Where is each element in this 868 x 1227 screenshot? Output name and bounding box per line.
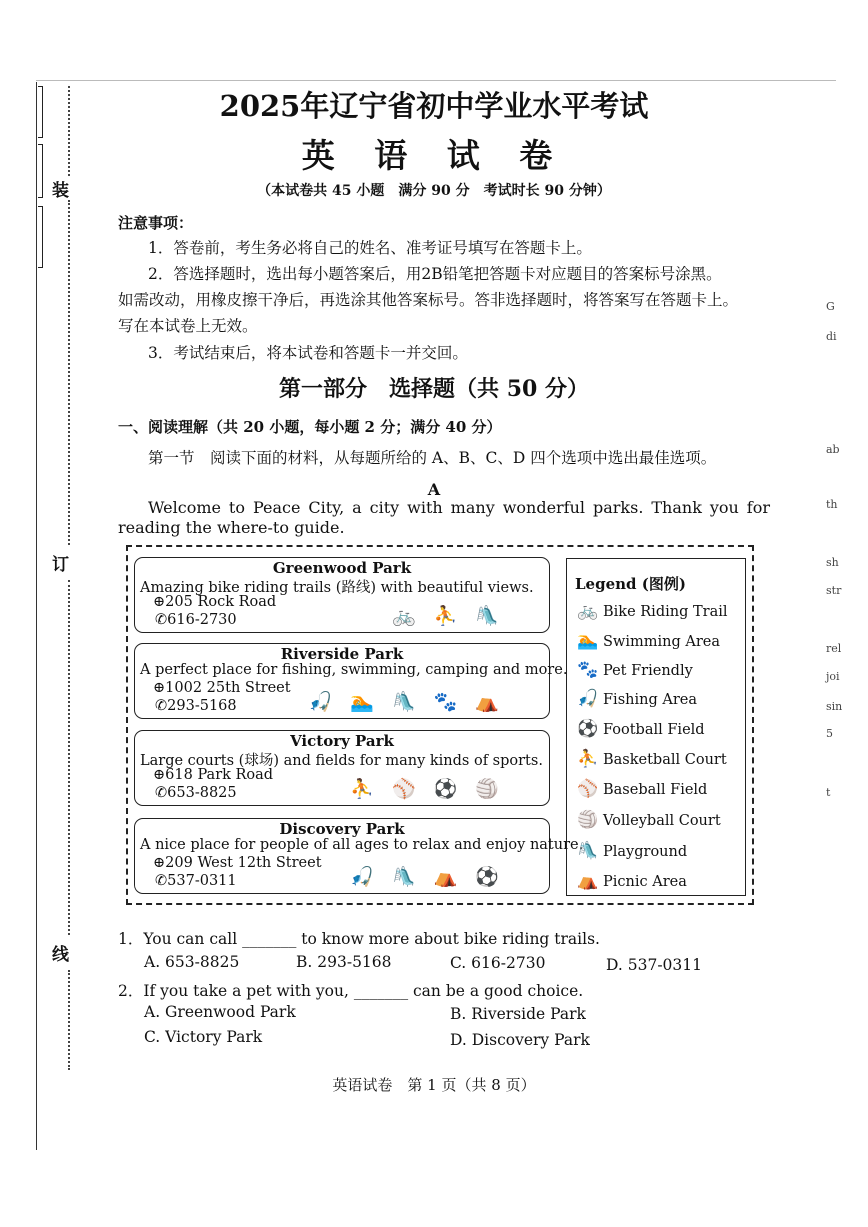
- binding-line: [36, 82, 37, 1150]
- park-desc: Amazing bike riding trails (路线) with beautiful views.: [140, 580, 534, 596]
- right-edge-text: th: [826, 498, 838, 511]
- section-instruction: 第一节 阅读下面的材料，从每题所给的 A、B、C、D 四个选项中选出最佳选项。: [148, 449, 717, 467]
- right-edge-text: G: [826, 300, 835, 313]
- park-phone: ✆537-0311: [155, 873, 237, 889]
- park-facility-icons: ⛹ ⚾ ⚽ 🏐: [350, 778, 505, 800]
- phone-icon: ✆: [155, 873, 168, 889]
- question-2-option-b: B. Riverside Park: [450, 1005, 586, 1023]
- fishing-icon: 🎣: [577, 689, 599, 709]
- right-edge-text: 5: [826, 727, 833, 740]
- right-edge-text: di: [826, 330, 837, 343]
- subject-title: 英 语 试 卷: [301, 136, 567, 175]
- note-item-2-cont: 如需改动，用橡皮擦干净后，再选涂其他答案标号。答非选择题时，将答案写在答题卡上。: [118, 291, 739, 309]
- note-item-3: 3．考试结束后，将本试卷和答题卡一并交回。: [148, 344, 468, 362]
- park-phone: ✆293-5168: [155, 698, 237, 714]
- park-address: ⊕618 Park Road: [153, 767, 274, 783]
- legend-item: 🐾 Pet Friendly: [577, 660, 693, 680]
- park-facility-icons: 🚲 ⛹ 🛝: [391, 605, 505, 627]
- binding-dots: [68, 580, 70, 935]
- park-card-discovery: [134, 818, 584, 894]
- legend-item: 🏐 Volleyball Court: [577, 810, 721, 830]
- page-footer: 英语试卷 第 1 页（共 8 页）: [332, 1076, 536, 1094]
- park-card-greenwood: [134, 557, 550, 633]
- park-name: Riverside Park: [280, 645, 404, 663]
- location-icon: ⊕: [153, 767, 166, 783]
- basketball-icon: ⛹: [577, 749, 599, 769]
- playground-icon: 🛝: [577, 841, 599, 861]
- location-icon: ⊕: [153, 594, 166, 610]
- park-name: Discovery Park: [279, 820, 405, 838]
- question-2-option-a: A. Greenwood Park: [144, 1003, 296, 1021]
- margin-word-xian: 线: [52, 945, 69, 965]
- note-item-1: 1．答卷前，考生务必将自己的姓名、准考证号填写在答题卡上。: [148, 239, 592, 257]
- park-phone: ✆616-2730: [155, 612, 237, 628]
- margin-bracket: [38, 206, 43, 268]
- right-edge-text: t: [826, 786, 831, 799]
- paw-icon: 🐾: [577, 660, 599, 680]
- section-heading: 一、阅读理解（共 20 小题，每小题 2 分；满分 40 分）: [118, 418, 502, 436]
- notes-heading: 注意事项：: [118, 214, 194, 232]
- right-edge-text: str: [826, 584, 842, 597]
- location-icon: ⊕: [153, 855, 166, 871]
- park-address: ⊕209 West 12th Street: [153, 855, 322, 871]
- top-border: [36, 80, 836, 81]
- legend-item: 🎣 Fishing Area: [577, 689, 697, 709]
- legend-box: [566, 558, 746, 896]
- question-1: 1．You can call _______ to know more about bike riding trails.: [118, 930, 600, 948]
- right-edge-text: joi: [826, 670, 840, 683]
- picnic-icon: ⛺: [577, 871, 599, 891]
- park-address: ⊕205 Rock Road: [153, 594, 277, 610]
- passage-label: A: [427, 480, 441, 499]
- part-title: 第一部分 选择题（共 50 分）: [279, 376, 589, 402]
- exam-info: （本试卷共 45 小题 满分 90 分 考试时长 90 分钟）: [257, 183, 611, 199]
- question-2: 2．If you take a pet with you, _______ can be a good choice.: [118, 982, 584, 1000]
- legend-item: 🚲 Bike Riding Trail: [577, 601, 728, 621]
- swimming-icon: 🏊: [577, 631, 599, 651]
- legend-title: Legend (图例): [575, 575, 686, 593]
- right-edge-text: sh: [826, 556, 839, 569]
- note-item-2: 2．答选择题时，选出每小题答案后，用2B铅笔把答题卡对应题目的答案标号涂黑。: [148, 265, 722, 283]
- legend-item: ⚾ Baseball Field: [577, 779, 708, 799]
- park-desc: A nice place for people of all ages to relax and enjoy nature.: [140, 837, 584, 853]
- park-facility-icons: 🎣 🏊 🛝 🐾 ⛺: [308, 691, 505, 713]
- legend-item: 🛝 Playground: [577, 841, 688, 861]
- park-desc: A perfect place for fishing, swimming, camping and more.: [140, 662, 568, 678]
- note-item-2-end: 写在本试卷上无效。: [118, 317, 258, 335]
- park-address: ⊕1002 25th Street: [153, 680, 291, 696]
- question-2-option-d: D. Discovery Park: [450, 1031, 590, 1049]
- location-icon: ⊕: [153, 680, 166, 696]
- park-desc: Large courts (球场) and fields for many kinds of sports.: [140, 753, 543, 769]
- right-edge-text: sin: [826, 700, 843, 713]
- legend-item: 🏊 Swimming Area: [577, 631, 720, 651]
- right-edge-text: ab: [826, 443, 840, 456]
- park-facility-icons: 🎣 🛝 ⛺ ⚽: [350, 866, 505, 888]
- park-name: Victory Park: [290, 732, 394, 750]
- passage-intro: Welcome to Peace City, a city with many wonderful parks. Thank you for reading the where-to guide.: [118, 498, 770, 537]
- bike-icon: 🚲: [577, 601, 599, 621]
- question-1-option-a: A. 653-8825: [144, 953, 240, 971]
- exam-title: 2025年辽宁省初中学业水平考试: [219, 89, 649, 123]
- baseball-icon: ⚾: [577, 779, 599, 799]
- question-1-option-c: C. 616-2730: [450, 954, 546, 972]
- phone-icon: ✆: [155, 612, 168, 628]
- question-2-option-c: C. Victory Park: [144, 1028, 263, 1046]
- phone-icon: ✆: [155, 698, 168, 714]
- football-icon: ⚽: [577, 719, 599, 739]
- right-edge-text: rel: [826, 642, 842, 655]
- margin-word-zhuang: 装: [52, 181, 69, 201]
- volleyball-icon: 🏐: [577, 810, 599, 830]
- legend-item: ⛹ Basketball Court: [577, 749, 727, 769]
- question-1-option-d: D. 537-0311: [606, 956, 702, 974]
- park-name: Greenwood Park: [272, 559, 412, 577]
- binding-dots: [68, 970, 70, 1070]
- park-card-riverside: [134, 643, 568, 719]
- legend-item: ⚽ Football Field: [577, 719, 705, 739]
- margin-word-ding: 订: [52, 555, 69, 575]
- phone-icon: ✆: [155, 785, 168, 801]
- park-card-victory: [134, 730, 550, 806]
- legend-item: ⛺ Picnic Area: [577, 871, 687, 891]
- park-phone: ✆653-8825: [155, 785, 237, 801]
- question-1-option-b: B. 293-5168: [296, 953, 392, 971]
